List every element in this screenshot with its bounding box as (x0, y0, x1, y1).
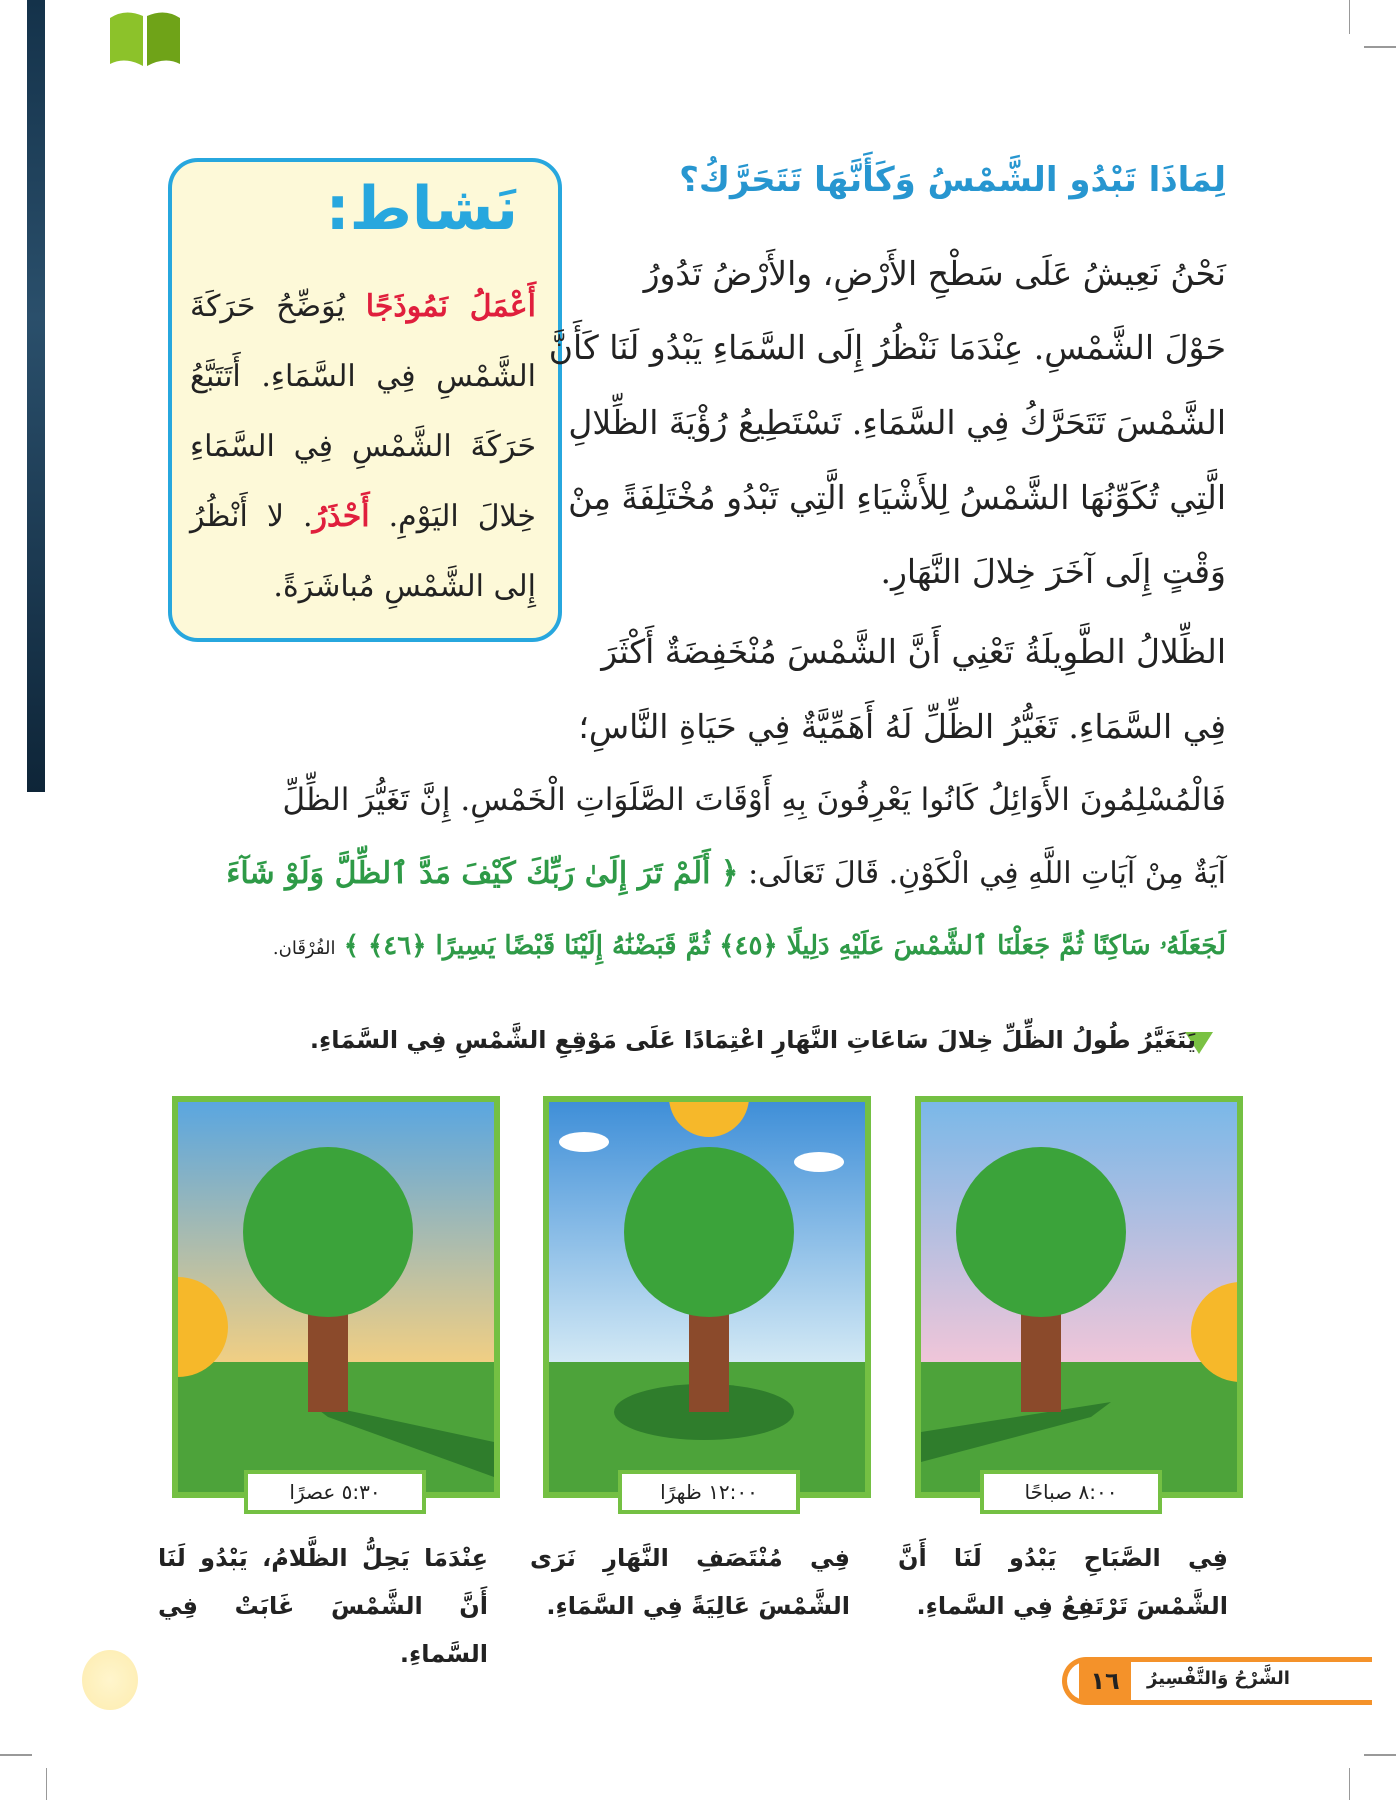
crop-mark (46, 1768, 47, 1800)
activity-highlight: أَعْمَلُ نَمُوذَجًا (365, 289, 536, 324)
watermark-logo (10, 8, 190, 68)
crop-mark (0, 1754, 32, 1756)
left-edge-strip (27, 0, 45, 792)
body-line: نَحْنُ نَعِيشُ عَلَى سَطْحِ الأَرْضِ، والأَرْضُ تَدُورُ (643, 254, 1226, 293)
panel-afternoon (172, 1096, 500, 1498)
surah-name: الفُرْقَان. (272, 938, 336, 959)
activity-box (168, 158, 562, 642)
figure-caption: يَتَغَيَّرُ طُولُ الظِّلِّ خِلالَ سَاعَاتِ النَّهَارِ اعْتِمَادًا عَلَى مَوْقِعِ الشَّمْسِ فِي السَّمَاءِ. (309, 1026, 1196, 1054)
tree-noon-illustration (549, 1102, 865, 1492)
body-line: وَقْتٍ إِلَى آخَرَ خِلالَ النَّهَارِ. (880, 552, 1226, 591)
body-line: الشَّمْسَ تَتَحَرَّكُ فِي السَّمَاءِ. تَسْتَطِيعُ رُؤْيَةَ الظِّلالِ (568, 403, 1226, 442)
desc-afternoon: عِنْدَمَا يَحِلُّ الظَّلامُ، يَبْدُو لَنَا أَنَّ الشَّمْسَ غَابَتْ فِي السَّماءِ. (158, 1544, 488, 1668)
quran-verse: ﴿ أَلَمْ تَرَ إِلَىٰ رَبِّكَ كَيْفَ مَدَّ ٱلظِّلَّ وَلَوْ شَآءَ (226, 856, 739, 891)
body-line: فَالْمُسْلِمُونَ الأَوَائِلُ كَانُوا يَعْرِفُونَ بِهِ أَوْقَاتَ الصَّلَوَاتِ الْخَمْسِ. إِنَّ تَغَيُّرَ الظِّلِّ (282, 782, 1226, 818)
panel-noon (543, 1096, 871, 1498)
activity-text (190, 272, 536, 622)
verse-intro: آيَةٌ مِنْ آيَاتِ اللَّهِ فِي الْكَوْنِ. قَالَ تَعَالَى: (748, 856, 1226, 891)
lesson-title: لِمَاذَا تَبْدُو الشَّمْسُ وَكَأَنَّهَا تَتَحَرَّكُ؟ (679, 160, 1226, 200)
activity-text-part: يُوَضِّحُ حَرَكَةَ الشَّمْسِ فِي السَّمَاءِ. أَتَتَبَّعُ حَرَكَةَ الشَّمْسِ فِي السَّمَاءِ خِلالَ اليَوْمِ. (190, 289, 536, 534)
verse-line-2 (273, 931, 1226, 962)
desc-morning: فِي الصَّبَاحِ يَبْدُو لَنَا أَنَّ الشَّمْسَ تَرْتَفِعُ فِي السَّماءِ. (898, 1544, 1228, 1620)
tree-morning-illustration (921, 1102, 1237, 1492)
activity-warning: أَحْذَرُ (312, 499, 370, 534)
activity-title: نَشاط: (325, 174, 518, 244)
body-line: حَوْلَ الشَّمْسِ. عِنْدَمَا نَنْظُرُ إِلَى السَّمَاءِ يَبْدُو لَنَا كَأَنَّ (548, 328, 1226, 367)
body-line: الَّتِي تُكَوِّنُهَا الشَّمْسُ لِلأَشْيَاءِ الَّتِي تَبْدُو مُخْتَلِفَةً مِنْ (568, 478, 1226, 517)
time-label-afternoon: ٥:٣٠ عصرًا (244, 1470, 426, 1514)
book-title: الشَّرْحُ وَالتَّفْسِيرُ (1147, 1668, 1290, 1689)
crop-mark (1364, 1754, 1396, 1756)
page-number: ١٦ (1079, 1662, 1131, 1700)
time-label-noon: ١٢:٠٠ ظهرًا (618, 1470, 800, 1514)
body-line: فِي السَّمَاءِ. تَغَيُّرُ الظِّلِّ لَهُ أَهَمِّيَّةٌ فِي حَيَاةِ النَّاسِ؛ (578, 707, 1226, 746)
time-label-morning: ٨:٠٠ صباحًا (980, 1470, 1162, 1514)
activity-text-part: . لا أَنْظُرُ إِلى الشَّمْسِ مُباشَرَةً. (190, 499, 536, 604)
book-logo-icon (105, 8, 185, 68)
page-footer (1062, 1657, 1372, 1705)
crop-mark (1364, 46, 1396, 48)
crop-mark (1349, 1768, 1350, 1800)
crop-mark (1349, 0, 1350, 34)
quran-verse: لَجَعَلَهُۥ سَاكِنًا ثُمَّ جَعَلْنَا ٱلشَّمْسَ عَلَيْهِ دَلِيلًا ﴿٤٥﴾ ثُمَّ قَبَضْنَٰهُ إِلَيْنَا قَبْضًا يَسِيرًا ﴿٤٦﴾ ﴾ (343, 931, 1226, 961)
verse-line-1 (226, 856, 1226, 891)
decorative-ornament (82, 1650, 138, 1710)
body-line: الظِّلالُ الطَّوِيلَةُ تَعْنِي أَنَّ الشَّمْسَ مُنْخَفِضَةٌ أَكْثَرَ (601, 632, 1226, 671)
desc-noon: فِي مُنْتَصَفِ النَّهَارِ نَرَى الشَّمْسَ عَالِيَةً فِي السَّمَاءِ. (530, 1544, 850, 1620)
tree-afternoon-illustration (178, 1102, 494, 1492)
panel-morning (915, 1096, 1243, 1498)
